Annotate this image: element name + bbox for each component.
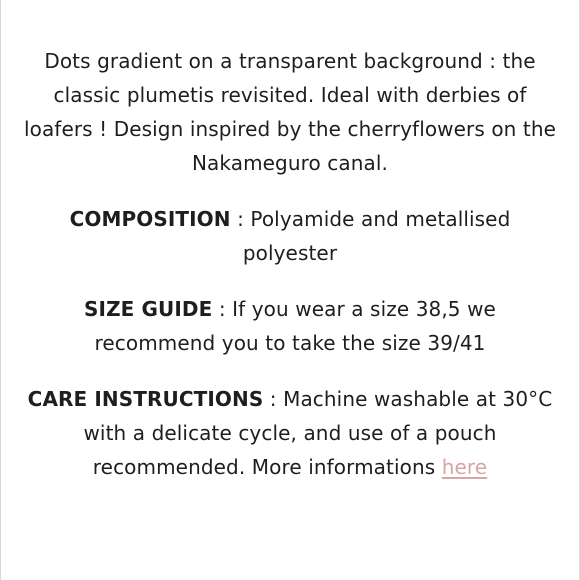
care-instructions-link[interactable]: here	[441, 455, 488, 479]
composition-label: COMPOSITION	[69, 207, 231, 231]
size-guide-text: If you wear a size 38,5 we recommend you to take the size 39/41	[94, 297, 496, 355]
care-instructions-label: CARE INSTRUCTIONS	[27, 387, 264, 411]
care-instructions-text: Machine washable at 30°C with a delicate cycle, and use of a pouch recommended. More informations	[83, 387, 553, 479]
product-description-content	[21, 44, 559, 506]
composition-text: Polyamide and metallised polyester	[242, 207, 511, 265]
size-guide-label: SIZE GUIDE	[84, 297, 213, 321]
description-paragraph	[21, 44, 559, 180]
care-instructions-paragraph	[21, 382, 559, 484]
composition-paragraph	[21, 202, 559, 270]
description-text: Dots gradient on a transparent background : the classic plumetis revisited. Ideal with derbies of loafers ! Design inspired by the cherryflowers on the Nakameguro canal.	[23, 49, 557, 175]
size-guide-separator: :	[212, 297, 233, 321]
composition-separator: :	[230, 207, 251, 231]
care-instructions-separator: :	[263, 387, 284, 411]
size-guide-paragraph	[21, 292, 559, 360]
